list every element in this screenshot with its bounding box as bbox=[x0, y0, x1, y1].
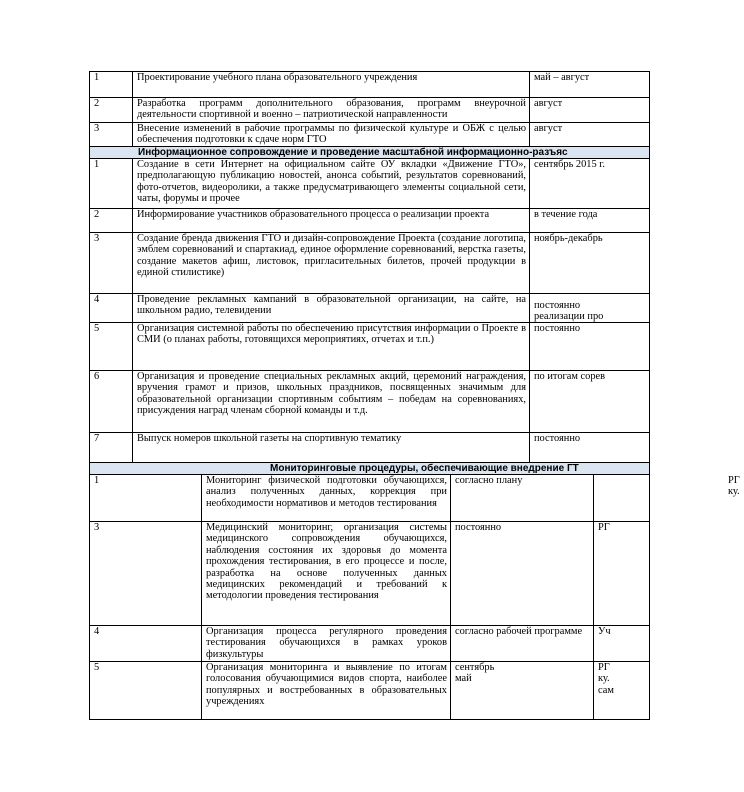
row-term: сентябрь 2015 г. bbox=[530, 158, 650, 208]
table-row bbox=[90, 626, 650, 662]
row-number: 1 bbox=[90, 158, 133, 208]
section-header-row bbox=[90, 146, 650, 158]
row-number: 4 bbox=[90, 293, 133, 322]
row-activity: Проектирование учебного плана образовательного учреждения bbox=[133, 72, 530, 98]
row-term-text: постоянно реализации про bbox=[534, 299, 604, 322]
row-activity: Разработка программ дополнительного образования, программ внеурочной деятельности спортивной и военно – патриотической направленности bbox=[133, 98, 530, 123]
table-row bbox=[90, 208, 650, 232]
table-row bbox=[90, 158, 650, 208]
table-row bbox=[90, 98, 650, 123]
table-row bbox=[90, 72, 650, 98]
row-number: 5 bbox=[90, 662, 202, 720]
row-responsible bbox=[594, 475, 740, 522]
row-number: 4 bbox=[90, 626, 202, 662]
row-term: в течение года bbox=[530, 208, 650, 232]
plan-table-top bbox=[89, 71, 650, 469]
row-activity: Организация мониторинга и выявление по итогам голосования обучающимися видов спорта, наиболее популярных и востребованных в образовательных учреждениях bbox=[202, 662, 451, 720]
row-activity: Медицинский мониторинг, организация системы медицинского сопровождения обучающихся, наблюдения состояния их здоровья до момента прохождения тестирования, в его процессе и после, разработка на основе полученных данных медицинских рекомендаций и требований к методологии проведения тестирования bbox=[202, 522, 451, 626]
row-term: постоянно bbox=[530, 322, 650, 370]
row-term: май – август bbox=[530, 72, 650, 98]
table-row bbox=[90, 370, 650, 432]
section-title: Мониторинговые процедуры, обеспечивающие внедрение ГТ bbox=[90, 463, 650, 475]
table-row bbox=[90, 322, 650, 370]
row-number: 3 bbox=[90, 522, 202, 626]
table-row bbox=[90, 293, 650, 322]
row-number: 2 bbox=[90, 208, 133, 232]
row-number: 1 bbox=[90, 72, 133, 98]
row-term: август bbox=[530, 98, 650, 123]
row-number: 3 bbox=[90, 123, 133, 147]
row-activity: Выпуск номеров школьной газеты на спортивную тематику bbox=[133, 432, 530, 468]
table-row bbox=[90, 232, 650, 293]
row-term bbox=[451, 662, 594, 720]
table-row bbox=[90, 522, 650, 626]
row-activity: Информирование участников образовательного процесса о реализации проекта bbox=[133, 208, 530, 232]
row-activity: Создание бренда движения ГТО и дизайн-сопровождение Проекта (создание логотипа, эмблем соревнований и спартакиад, единое оформление соревнований, верстка газеты, создание макетов афиш, листовок, пригласительных билетов, прочей продукции в единой стилистике) bbox=[133, 232, 530, 293]
row-term: ноябрь-декабрь bbox=[530, 232, 650, 293]
row-activity: Организация системной работы по обеспечению присутствия информации о Проекте в СМИ (о планах работы, готовящихся мероприятиях, отчетах и т.п.) bbox=[133, 322, 530, 370]
row-number: 1 bbox=[90, 475, 202, 522]
section-header-row bbox=[90, 463, 650, 475]
row-term: согласно плану bbox=[451, 475, 594, 522]
row-responsible bbox=[594, 662, 650, 720]
row-activity: Внесение изменений в рабочие программы по физической культуре и ОБЖ с целью обеспечения подготовки к сдаче норм ГТО bbox=[133, 123, 530, 147]
row-number: 5 bbox=[90, 322, 133, 370]
row-responsible: РГ bbox=[594, 522, 650, 626]
row-activity: Организация и проведение специальных рекламных акций, церемоний награждения, вручения грамот и призов, школьных праздников, посвященных значимым для образовательной организации спортивным событиям – победам на соревнованиях, присуждения наград членам сборной команды и т.д. bbox=[133, 370, 530, 432]
row-responsible: Уч bbox=[594, 626, 650, 662]
row-activity: Проведение рекламных кампаний в образовательной организации, на сайте, на школьном радио, телевидении bbox=[133, 293, 530, 322]
row-term-text: сентябрь май bbox=[455, 662, 495, 685]
row-term: постоянно bbox=[530, 432, 650, 468]
row-term: постоянно bbox=[451, 522, 594, 626]
row-term: август bbox=[530, 123, 650, 147]
row-term: согласно рабочей программе bbox=[451, 626, 594, 662]
row-number: 3 bbox=[90, 232, 133, 293]
row-activity: Организация процесса регулярного проведения тестирования обучающихся в рамках уроков физкультуры bbox=[202, 626, 451, 662]
row-term: по итогам сорев bbox=[530, 370, 650, 432]
table-row bbox=[90, 475, 650, 522]
row-activity: Мониторинг физической подготовки обучающихся, анализ полученных данных, коррекция при необходимости нормативов и методов тестирования bbox=[202, 475, 451, 522]
row-number: 2 bbox=[90, 98, 133, 123]
table-row bbox=[90, 662, 650, 720]
row-activity: Создание в сети Интернет на официальном сайте ОУ вкладки «Движение ГТО», предполагающую публикацию новостей, анонса событий, результатов соревнований, фото-отчетов, видеоролики, а также предусматривающего элементы социальной сети, чаты, форумы и прочее bbox=[133, 158, 530, 208]
row-number: 7 bbox=[90, 432, 133, 468]
row-term bbox=[530, 293, 650, 322]
row-number: 6 bbox=[90, 370, 133, 432]
row-responsible-text: РГ ку. bbox=[728, 475, 740, 498]
row-responsible-text: РГ ку. сам bbox=[598, 662, 614, 696]
table-row bbox=[90, 123, 650, 147]
monitoring-table bbox=[89, 462, 740, 720]
section-title: Информационное сопровождение и проведение масштабной информационно-разъяс bbox=[90, 146, 650, 158]
